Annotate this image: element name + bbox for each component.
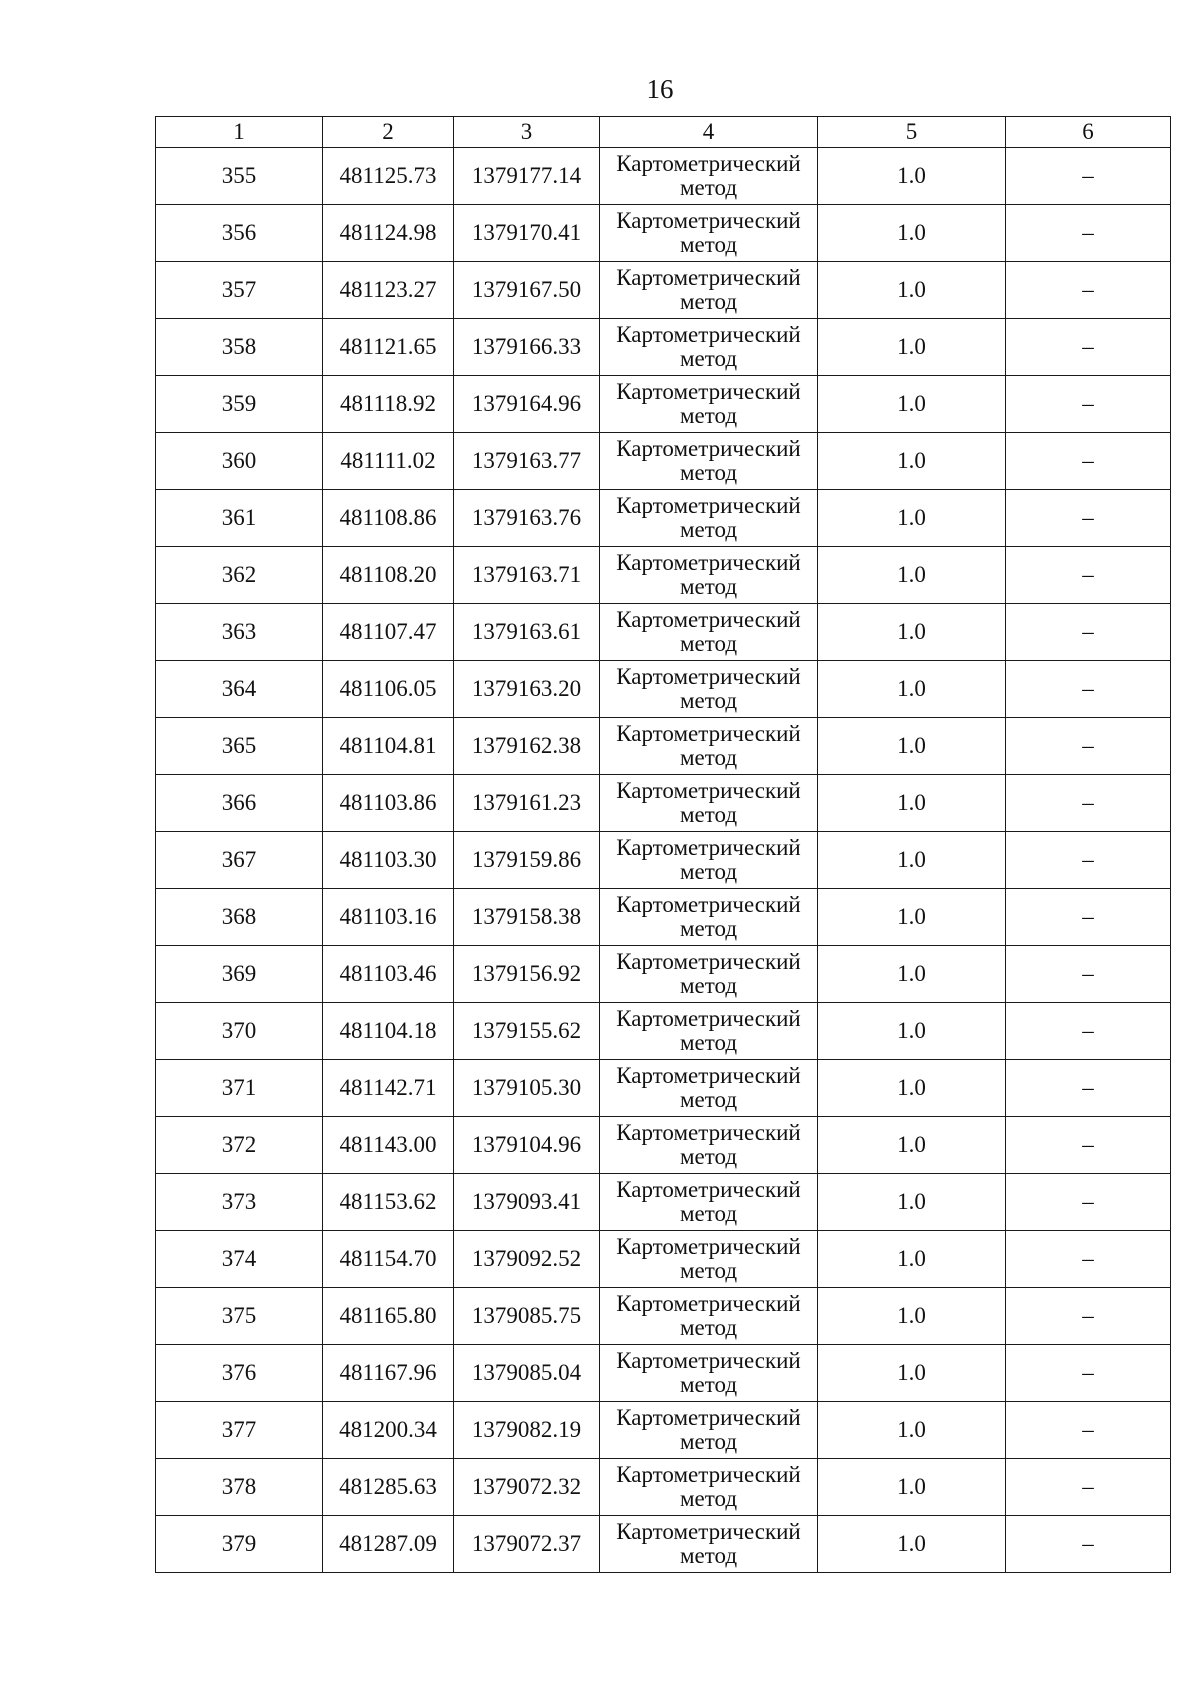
note-cell: – [1006,604,1171,661]
table-header [156,117,1171,148]
method-line-2: метод [679,631,738,656]
note-cell: – [1006,1231,1171,1288]
note-cell: – [1006,1459,1171,1516]
table-row [156,1516,1171,1573]
method-line-1: Картометрический [616,664,801,689]
point-number-cell: 358 [156,319,323,376]
method-cell [600,1060,818,1117]
precision-cell: 1.0 [818,1288,1006,1345]
table-row [156,1174,1171,1231]
method-cell [600,832,818,889]
precision-cell: 1.0 [818,319,1006,376]
precision-cell: 1.0 [818,889,1006,946]
point-number-cell: 366 [156,775,323,832]
point-number-cell: 355 [156,148,323,205]
method-line-1: Картометрический [616,1063,801,1088]
y-coordinate-cell: 1379085.75 [454,1288,600,1345]
header-col-4: 4 [600,117,818,148]
x-coordinate-cell: 481103.16 [323,889,454,946]
y-coordinate-cell: 1379162.38 [454,718,600,775]
coordinates-table [155,116,1171,1573]
precision-cell: 1.0 [818,490,1006,547]
method-line-2: метод [679,1201,738,1226]
point-number-cell: 376 [156,1345,323,1402]
y-coordinate-cell: 1379156.92 [454,946,600,1003]
method-line-2: метод [679,1087,738,1112]
table-row [156,1003,1171,1060]
precision-cell: 1.0 [818,1060,1006,1117]
method-cell [600,490,818,547]
note-cell: – [1006,490,1171,547]
point-number-cell: 361 [156,490,323,547]
method-cell [600,1231,818,1288]
method-cell [600,205,818,262]
note-cell: – [1006,1288,1171,1345]
note-cell: – [1006,148,1171,205]
method-line-1: Картометрический [616,1006,801,1031]
x-coordinate-cell: 481123.27 [323,262,454,319]
y-coordinate-cell: 1379166.33 [454,319,600,376]
table-row [156,661,1171,718]
note-cell: – [1006,1402,1171,1459]
table-row [156,262,1171,319]
point-number-cell: 356 [156,205,323,262]
method-line-2: метод [679,916,738,941]
header-col-3: 3 [454,117,600,148]
header-col-5: 5 [818,117,1006,148]
table-row [156,205,1171,262]
x-coordinate-cell: 481107.47 [323,604,454,661]
precision-cell: 1.0 [818,718,1006,775]
point-number-cell: 375 [156,1288,323,1345]
point-number-cell: 360 [156,433,323,490]
x-coordinate-cell: 481121.65 [323,319,454,376]
y-coordinate-cell: 1379163.71 [454,547,600,604]
method-line-1: Картометрический [616,265,801,290]
precision-cell: 1.0 [818,946,1006,1003]
method-line-2: метод [679,688,738,713]
method-cell [600,1516,818,1573]
method-line-1: Картометрический [616,607,801,632]
precision-cell: 1.0 [818,775,1006,832]
note-cell: – [1006,1516,1171,1573]
method-cell [600,718,818,775]
method-line-2: метод [679,1429,738,1454]
method-line-2: метод [679,745,738,770]
point-number-cell: 367 [156,832,323,889]
x-coordinate-cell: 481103.86 [323,775,454,832]
point-number-cell: 365 [156,718,323,775]
note-cell: – [1006,832,1171,889]
point-number-cell: 377 [156,1402,323,1459]
point-number-cell: 363 [156,604,323,661]
table-row [156,1402,1171,1459]
point-number-cell: 370 [156,1003,323,1060]
y-coordinate-cell: 1379072.37 [454,1516,600,1573]
note-cell: – [1006,319,1171,376]
note-cell: – [1006,1060,1171,1117]
method-line-1: Картометрический [616,151,801,176]
method-cell [600,1288,818,1345]
x-coordinate-cell: 481111.02 [323,433,454,490]
method-cell [600,1345,818,1402]
point-number-cell: 373 [156,1174,323,1231]
method-line-1: Картометрический [616,1519,801,1544]
note-cell: – [1006,205,1171,262]
y-coordinate-cell: 1379155.62 [454,1003,600,1060]
table-row [156,718,1171,775]
y-coordinate-cell: 1379163.76 [454,490,600,547]
x-coordinate-cell: 481143.00 [323,1117,454,1174]
y-coordinate-cell: 1379163.20 [454,661,600,718]
precision-cell: 1.0 [818,1516,1006,1573]
x-coordinate-cell: 481108.86 [323,490,454,547]
precision-cell: 1.0 [818,1231,1006,1288]
table-row [156,889,1171,946]
y-coordinate-cell: 1379105.30 [454,1060,600,1117]
method-cell [600,1117,818,1174]
method-line-2: метод [679,574,738,599]
note-cell: – [1006,1003,1171,1060]
method-line-2: метод [679,859,738,884]
precision-cell: 1.0 [818,1402,1006,1459]
x-coordinate-cell: 481154.70 [323,1231,454,1288]
y-coordinate-cell: 1379072.32 [454,1459,600,1516]
method-cell [600,262,818,319]
y-coordinate-cell: 1379093.41 [454,1174,600,1231]
point-number-cell: 378 [156,1459,323,1516]
table-row [156,1345,1171,1402]
x-coordinate-cell: 481153.62 [323,1174,454,1231]
point-number-cell: 374 [156,1231,323,1288]
precision-cell: 1.0 [818,661,1006,718]
method-line-2: метод [679,1144,738,1169]
method-line-2: метод [679,1315,738,1340]
precision-cell: 1.0 [818,1174,1006,1231]
method-line-2: метод [679,175,738,200]
page-number: 16 [646,74,674,104]
method-line-2: метод [679,460,738,485]
method-line-1: Картометрический [616,1405,801,1430]
precision-cell: 1.0 [818,376,1006,433]
header-col-2: 2 [323,117,454,148]
x-coordinate-cell: 481200.34 [323,1402,454,1459]
y-coordinate-cell: 1379104.96 [454,1117,600,1174]
precision-cell: 1.0 [818,262,1006,319]
method-line-2: метод [679,403,738,428]
method-line-1: Картометрический [616,1177,801,1202]
x-coordinate-cell: 481106.05 [323,661,454,718]
method-cell [600,775,818,832]
y-coordinate-cell: 1379170.41 [454,205,600,262]
note-cell: – [1006,946,1171,1003]
method-line-1: Картометрический [616,835,801,860]
method-line-2: метод [679,289,738,314]
method-cell [600,946,818,1003]
table-body [156,148,1171,1573]
method-cell [600,319,818,376]
method-cell [600,148,818,205]
precision-cell: 1.0 [818,547,1006,604]
note-cell: – [1006,1117,1171,1174]
y-coordinate-cell: 1379092.52 [454,1231,600,1288]
y-coordinate-cell: 1379164.96 [454,376,600,433]
method-line-1: Картометрический [616,1348,801,1373]
method-line-1: Картометрический [616,322,801,347]
method-cell [600,547,818,604]
note-cell: – [1006,775,1171,832]
method-line-1: Картометрический [616,1120,801,1145]
table-row [156,775,1171,832]
table-row [156,319,1171,376]
table-row [156,1288,1171,1345]
method-cell [600,1459,818,1516]
y-coordinate-cell: 1379163.77 [454,433,600,490]
precision-cell: 1.0 [818,433,1006,490]
note-cell: – [1006,1174,1171,1231]
point-number-cell: 359 [156,376,323,433]
precision-cell: 1.0 [818,604,1006,661]
table-row [156,1117,1171,1174]
method-line-1: Картометрический [616,1462,801,1487]
method-line-2: метод [679,517,738,542]
x-coordinate-cell: 481167.96 [323,1345,454,1402]
precision-cell: 1.0 [818,1459,1006,1516]
x-coordinate-cell: 481142.71 [323,1060,454,1117]
point-number-cell: 369 [156,946,323,1003]
table-row [156,1060,1171,1117]
note-cell: – [1006,376,1171,433]
note-cell: – [1006,433,1171,490]
method-line-1: Картометрический [616,208,801,233]
header-col-6: 6 [1006,117,1171,148]
x-coordinate-cell: 481103.30 [323,832,454,889]
table-row [156,832,1171,889]
x-coordinate-cell: 481118.92 [323,376,454,433]
note-cell: – [1006,547,1171,604]
method-line-1: Картометрический [616,436,801,461]
y-coordinate-cell: 1379158.38 [454,889,600,946]
method-line-2: метод [679,1372,738,1397]
method-line-1: Картометрический [616,778,801,803]
method-line-1: Картометрический [616,493,801,518]
table-row [156,547,1171,604]
method-line-1: Картометрический [616,550,801,575]
table-row [156,946,1171,1003]
point-number-cell: 372 [156,1117,323,1174]
precision-cell: 1.0 [818,832,1006,889]
method-cell [600,433,818,490]
note-cell: – [1006,262,1171,319]
header-row [156,117,1171,148]
method-line-2: метод [679,346,738,371]
x-coordinate-cell: 481285.63 [323,1459,454,1516]
point-number-cell: 364 [156,661,323,718]
method-cell [600,376,818,433]
point-number-cell: 368 [156,889,323,946]
method-line-1: Картометрический [616,379,801,404]
method-line-2: метод [679,1486,738,1511]
method-line-1: Картометрический [616,892,801,917]
method-cell [600,1003,818,1060]
x-coordinate-cell: 481108.20 [323,547,454,604]
x-coordinate-cell: 481124.98 [323,205,454,262]
y-coordinate-cell: 1379082.19 [454,1402,600,1459]
precision-cell: 1.0 [818,148,1006,205]
table-row [156,1231,1171,1288]
x-coordinate-cell: 481103.46 [323,946,454,1003]
note-cell: – [1006,1345,1171,1402]
precision-cell: 1.0 [818,1003,1006,1060]
x-coordinate-cell: 481104.81 [323,718,454,775]
method-line-2: метод [679,232,738,257]
table-row [156,433,1171,490]
method-cell [600,661,818,718]
table-row [156,490,1171,547]
method-line-1: Картометрический [616,1291,801,1316]
point-number-cell: 379 [156,1516,323,1573]
method-line-2: метод [679,1258,738,1283]
method-cell [600,889,818,946]
method-cell [600,1402,818,1459]
x-coordinate-cell: 481125.73 [323,148,454,205]
note-cell: – [1006,718,1171,775]
method-line-2: метод [679,802,738,827]
precision-cell: 1.0 [818,1345,1006,1402]
precision-cell: 1.0 [818,1117,1006,1174]
header-col-1: 1 [156,117,323,148]
x-coordinate-cell: 481104.18 [323,1003,454,1060]
y-coordinate-cell: 1379161.23 [454,775,600,832]
note-cell: – [1006,889,1171,946]
y-coordinate-cell: 1379163.61 [454,604,600,661]
y-coordinate-cell: 1379177.14 [454,148,600,205]
table-row [156,148,1171,205]
table-row [156,376,1171,433]
method-line-1: Картометрический [616,721,801,746]
point-number-cell: 357 [156,262,323,319]
method-line-2: метод [679,1030,738,1055]
y-coordinate-cell: 1379085.04 [454,1345,600,1402]
y-coordinate-cell: 1379167.50 [454,262,600,319]
y-coordinate-cell: 1379159.86 [454,832,600,889]
method-line-2: метод [679,1543,738,1568]
x-coordinate-cell: 481165.80 [323,1288,454,1345]
x-coordinate-cell: 481287.09 [323,1516,454,1573]
point-number-cell: 371 [156,1060,323,1117]
method-cell [600,604,818,661]
note-cell: – [1006,661,1171,718]
method-line-1: Картометрический [616,1234,801,1259]
table-row [156,604,1171,661]
method-cell [600,1174,818,1231]
point-number-cell: 362 [156,547,323,604]
method-line-2: метод [679,973,738,998]
precision-cell: 1.0 [818,205,1006,262]
method-line-1: Картометрический [616,949,801,974]
table-row [156,1459,1171,1516]
